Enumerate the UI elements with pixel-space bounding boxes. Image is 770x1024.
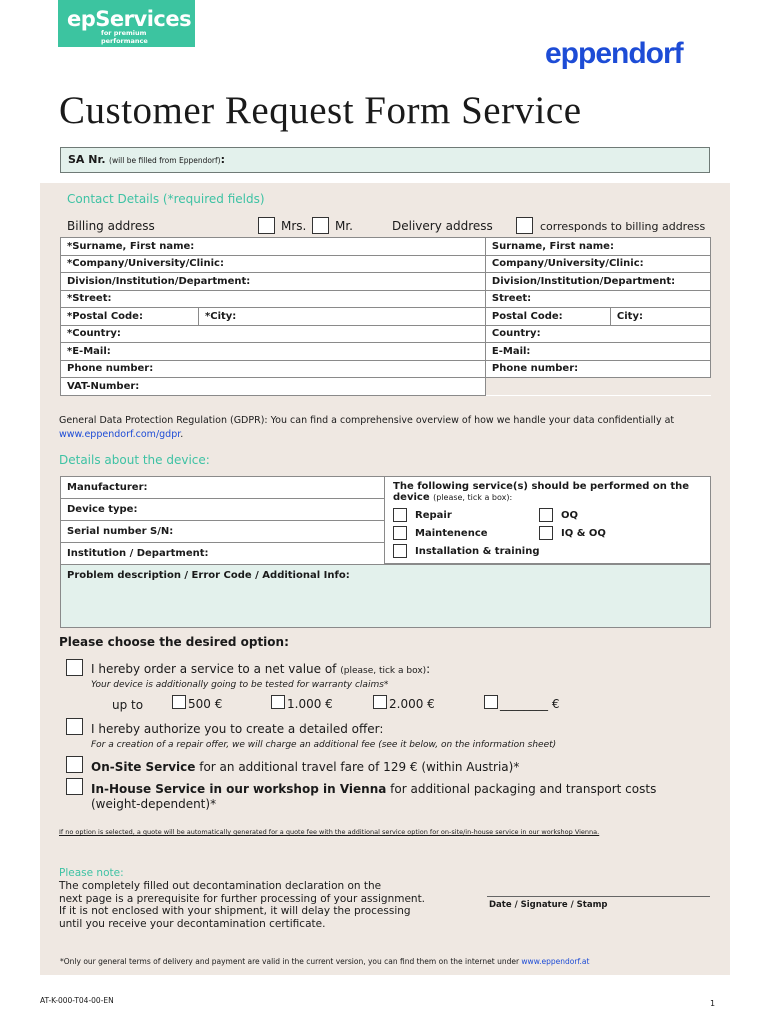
maintenance-checkbox[interactable] [393, 526, 407, 540]
corresponds-label: corresponds to billing address [540, 220, 706, 233]
order-colon: : [426, 662, 431, 676]
inhouse-checkbox[interactable] [66, 778, 83, 795]
empty-cell [485, 378, 710, 396]
note-heading: Please note: [59, 867, 124, 879]
mr-label: Mr. [335, 219, 353, 233]
options-heading: Please choose the desired option: [59, 635, 289, 649]
value-500-label: 500 € [188, 697, 223, 711]
manufacturer-field[interactable]: Manufacturer: [61, 477, 385, 499]
delivery-country[interactable]: Country: [485, 325, 710, 343]
note-line: until you receive your decontamination certificate. [59, 917, 326, 930]
gdpr-dot: . [180, 429, 184, 440]
delivery-email[interactable]: E-Mail: [485, 343, 710, 361]
value-500-checkbox[interactable] [172, 695, 186, 709]
onsite-rest: for an additional travel fare of 129 € (within Austria)* [195, 760, 520, 774]
institution-field[interactable]: Institution / Department: [61, 543, 385, 565]
delivery-phone[interactable]: Phone number: [485, 360, 710, 378]
inhouse-rest: for additional packaging and transport costs [386, 782, 657, 796]
delivery-city[interactable]: City: [610, 308, 710, 326]
repair-label: Repair [415, 510, 452, 521]
oq-checkbox[interactable] [539, 508, 553, 522]
gdpr-link[interactable]: www.eppendorf.com/gdpr [59, 429, 181, 440]
no-option-note: If no option is selected, a quote will be automatically generated for a quote fee with the additional service option for on-site/in-house service in our workshop Vienna. [59, 828, 600, 836]
sa-label: SA Nr. [68, 153, 106, 166]
problem-label: Problem description / Error Code / Additional Info: [67, 570, 350, 581]
billing-country[interactable]: *Country: [61, 325, 486, 343]
repair-checkbox[interactable] [393, 508, 407, 522]
sa-note: (will be filled from Eppendorf) [109, 156, 221, 165]
installation-label: Installation & training [415, 546, 540, 557]
value-1000-label: 1.000 € [287, 697, 333, 711]
installation-checkbox[interactable] [393, 544, 407, 558]
note-line: The completely filled out decontamination declaration on the [59, 880, 382, 892]
inhouse-text [91, 782, 656, 812]
sa-number-field[interactable] [60, 147, 710, 173]
page-number: 1 [710, 999, 716, 1008]
onsite-bold: On-Site Service [91, 760, 196, 774]
note-line: next page is a prerequisite for further processing of your assignment. [59, 892, 426, 905]
signature-label: Date / Signature / Stamp [489, 900, 608, 910]
order-text [91, 662, 430, 676]
terms-note [60, 957, 589, 966]
note-line: If it is not enclosed with your shipment, it will delay the processing [59, 905, 411, 917]
eppendorf-logo: eppendorf [545, 37, 683, 70]
delivery-company[interactable]: Company/University/Clinic: [485, 255, 710, 273]
billing-postal-code[interactable]: *Postal Code: [61, 308, 199, 326]
address-table [60, 237, 711, 396]
oq-label: OQ [561, 510, 579, 521]
upto-label: up to [112, 698, 144, 712]
onsite-checkbox[interactable] [66, 756, 83, 773]
offer-checkbox[interactable] [66, 718, 83, 735]
logo-tagline: for premium performance [101, 29, 148, 45]
order-note: (please, tick a box) [340, 666, 427, 676]
terms-text: *Only our general terms of delivery and payment are valid in the current version, you can find them on the internet under [60, 957, 520, 966]
contact-heading: Contact Details (*required fields) [67, 192, 265, 206]
order-label: I hereby order a service to a net value of [91, 662, 337, 676]
services-title-line1: The following service(s) should be performed on the [393, 481, 690, 492]
note-text [59, 880, 425, 930]
gdpr-text: General Data Protection Regulation (GDPR): You can find a comprehensive overview of how we handle your data confidentially at [59, 415, 675, 426]
warranty-note: Your device is additionally going to be tested for warranty claims* [91, 680, 389, 690]
value-2000-label: 2.000 € [389, 697, 435, 711]
page-title: Customer Request Form Service [59, 89, 582, 132]
billing-street[interactable]: *Street: [61, 290, 486, 308]
iqoq-label: IQ & OQ [561, 528, 606, 539]
billing-surname[interactable]: *Surname, First name: [61, 238, 486, 256]
delivery-address-label: Delivery address [392, 219, 493, 233]
epservices-logo [58, 0, 195, 47]
services-title [393, 481, 689, 503]
delivery-division[interactable]: Division/Institution/Department: [485, 273, 710, 291]
serial-number-field[interactable]: Serial number S/N: [61, 521, 385, 543]
inhouse-rest2: (weight-dependent)* [91, 797, 217, 811]
value-1000-checkbox[interactable] [271, 695, 285, 709]
inhouse-bold: In-House Service in our workshop in Vienna [91, 782, 387, 796]
billing-email[interactable]: *E-Mail: [61, 343, 486, 361]
device-table [60, 476, 385, 565]
sa-colon: : [220, 153, 225, 166]
billing-division[interactable]: Division/Institution/Department: [61, 273, 486, 291]
mr-checkbox[interactable] [312, 217, 329, 234]
mrs-label: Mrs. [281, 219, 307, 233]
mrs-checkbox[interactable] [258, 217, 275, 234]
corresponds-checkbox[interactable] [516, 217, 533, 234]
billing-vat[interactable]: VAT-Number: [61, 378, 486, 396]
services-note: (please, tick a box): [433, 493, 513, 502]
offer-label: I hereby authorize you to create a detailed offer: [91, 722, 384, 736]
billing-city[interactable]: *City: [199, 308, 486, 326]
order-checkbox[interactable] [66, 659, 83, 676]
value-other-label: ________ € [500, 697, 560, 711]
value-2000-checkbox[interactable] [373, 695, 387, 709]
onsite-text [91, 760, 519, 774]
delivery-surname[interactable]: Surname, First name: [485, 238, 710, 256]
billing-company[interactable]: *Company/University/Clinic: [61, 255, 486, 273]
billing-phone[interactable]: Phone number: [61, 360, 486, 378]
iqoq-checkbox[interactable] [539, 526, 553, 540]
delivery-street[interactable]: Street: [485, 290, 710, 308]
billing-address-label: Billing address [67, 219, 155, 233]
terms-link[interactable]: www.eppendorf.at [521, 957, 590, 966]
device-type-field[interactable]: Device type: [61, 499, 385, 521]
logo-title: epServices [67, 7, 192, 31]
signature-line[interactable] [487, 896, 710, 897]
value-other-checkbox[interactable] [484, 695, 498, 709]
delivery-postal-code[interactable]: Postal Code: [485, 308, 610, 326]
services-title-line2: device [393, 492, 430, 503]
offer-note: For a creation of a repair offer, we will charge an additional fee (see it below, on the information sheet) [91, 740, 557, 750]
device-heading: Details about the device: [59, 453, 210, 467]
maintenance-label: Maintenence [415, 528, 488, 539]
document-code: AT-K-000-T04-00-EN [40, 996, 114, 1005]
gdpr-notice [59, 414, 709, 442]
